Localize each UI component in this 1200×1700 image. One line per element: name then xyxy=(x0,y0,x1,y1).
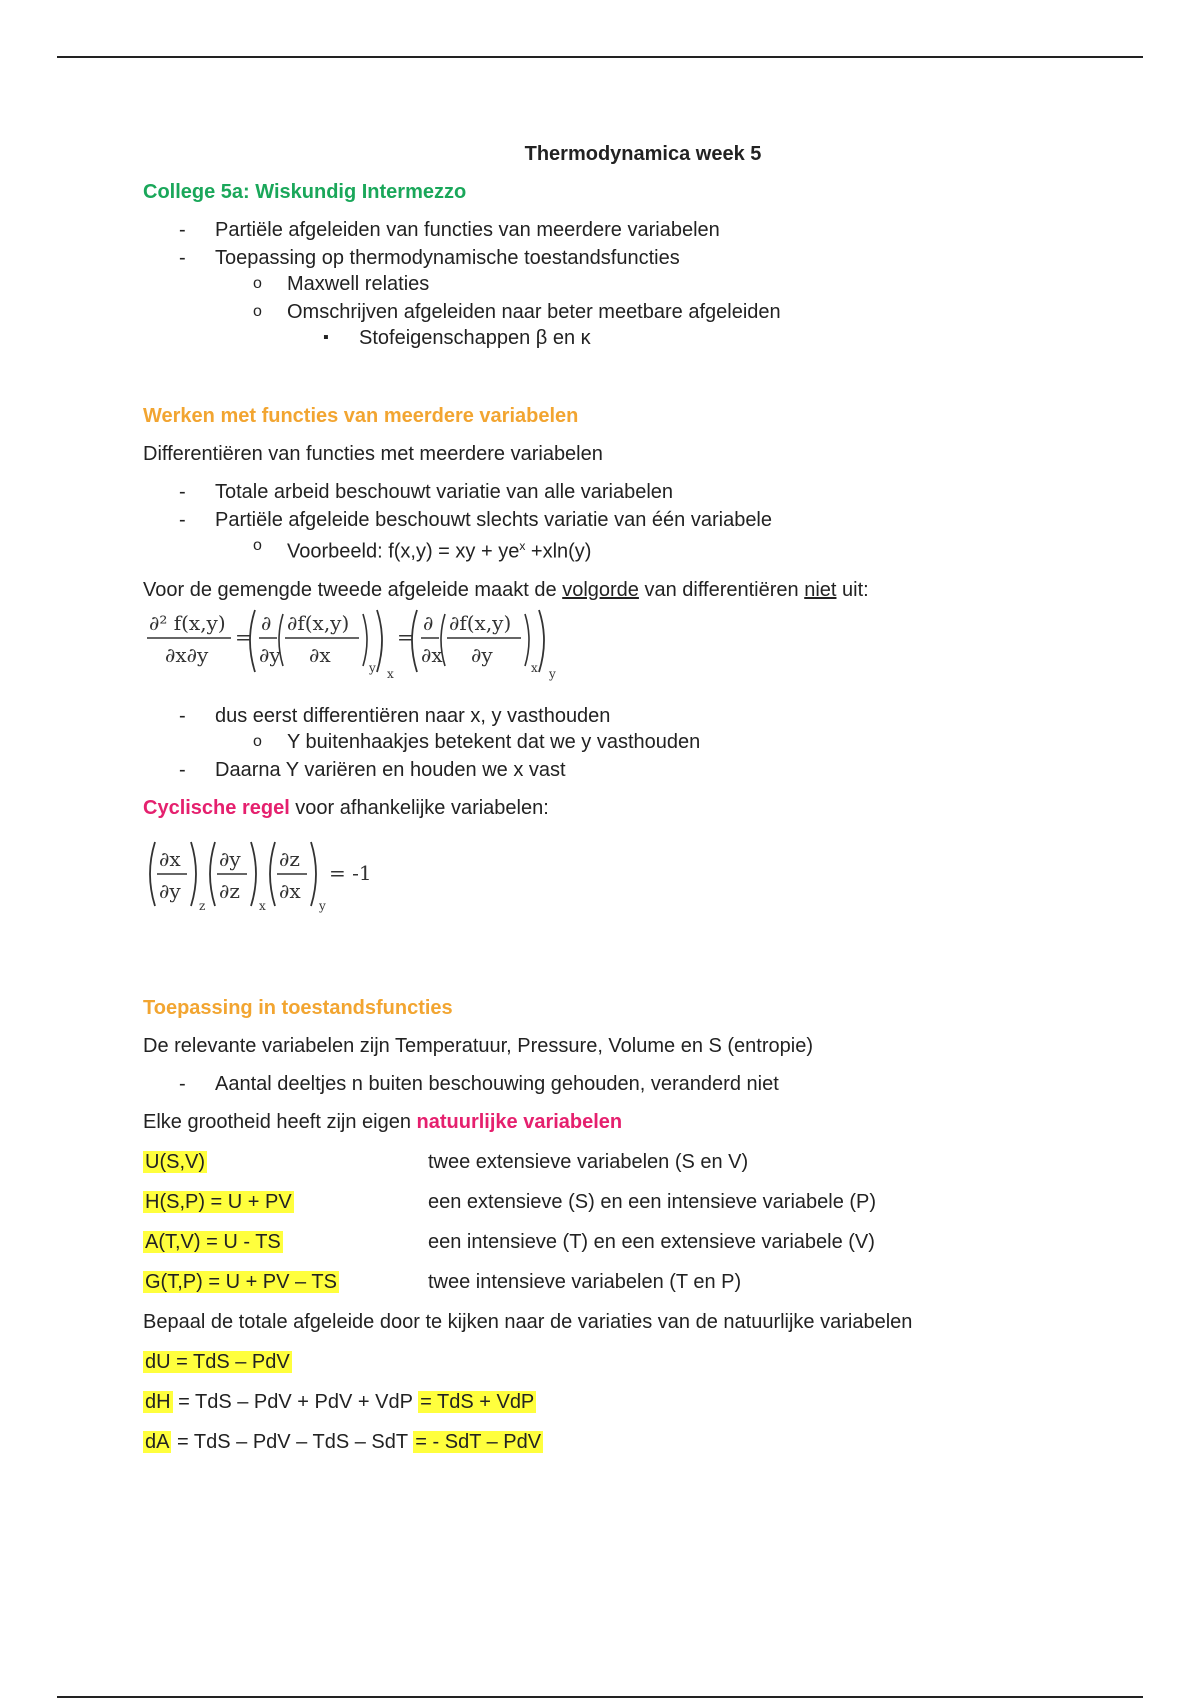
def-rhs-h: een extensieve (S) en een intensieve variabele (P) xyxy=(428,1190,877,1213)
def-row-g xyxy=(143,1270,1143,1294)
formula-d2: ∂ xyxy=(423,610,434,635)
bottom-rule xyxy=(57,1696,1143,1698)
eq-dh-a: dH xyxy=(145,1390,171,1413)
eq-dh-c: = TdS + VdP xyxy=(420,1390,535,1413)
list-item xyxy=(215,246,1143,350)
formula-dy2: ∂y xyxy=(471,642,493,667)
cyc-dy1: ∂y xyxy=(159,878,181,903)
example-item xyxy=(287,534,1143,564)
cyclic-rule-rest: voor afhankelijke variabelen: xyxy=(289,796,549,819)
sublist-item: o Maxwell relaties xyxy=(287,272,1143,296)
list-item: - Partiële afgeleiden van functies van meerdere variabelen xyxy=(215,218,1143,242)
formula-sub-y1: y xyxy=(369,660,376,675)
formula-d1: ∂ xyxy=(261,610,272,635)
formula-sub-x1: x xyxy=(387,666,394,681)
sublist-item: o Y buitenhaakjes betekent dat we y vasthouden xyxy=(287,730,1143,754)
def-rhs-u: twee extensieve variabelen (S en V) xyxy=(428,1150,749,1173)
cyc-dx2: ∂x xyxy=(279,878,301,903)
mixed-mid: van differentiëren xyxy=(638,578,805,601)
eq-du xyxy=(143,1350,1143,1374)
college-list xyxy=(143,218,1143,350)
def-row-a xyxy=(143,1230,1143,1254)
cyc-sub-z: z xyxy=(199,898,206,913)
top-rule xyxy=(57,56,1143,58)
sublist-item-text: Omschrijven afgeleiden naar beter meetbare afgeleiden xyxy=(287,301,781,323)
def-row-u xyxy=(143,1150,1143,1174)
list-item: - Aantal deeltjes n buiten beschouwing gehouden, veranderd niet xyxy=(215,1072,1143,1096)
list-item: - Totale arbeid beschouwt variatie van alle variabelen xyxy=(215,480,1143,504)
cyclic-rule-label: Cyclische regel xyxy=(143,796,290,819)
eq-dh xyxy=(143,1390,1143,1414)
def-lhs-a: A(T,V) = U - TS xyxy=(145,1230,281,1253)
mixed-underline-niet: niet xyxy=(804,578,837,601)
list-item: - Daarna Y variëren en houden we x vast xyxy=(215,758,1143,782)
formula-dx1: ∂x xyxy=(309,642,331,667)
formula-df1: ∂f(x,y) xyxy=(287,610,350,635)
list-item xyxy=(215,704,1143,754)
cyc-dz2: ∂z xyxy=(279,846,300,871)
def-rhs-a: een intensieve (T) en een extensieve variabele (V) xyxy=(428,1230,875,1253)
cyclic-rule-formula xyxy=(143,834,1143,918)
list-item-text: Partiële afgeleide beschouwt slechts variatie van één variabele xyxy=(215,509,773,531)
formula-eq1: = xyxy=(235,624,252,649)
eq-du-hl: dU = TdS – PdV xyxy=(145,1350,290,1373)
list-item xyxy=(215,508,1143,564)
toepassing-heading: Toepassing in toestandsfuncties xyxy=(143,996,453,1019)
def-lhs-g: G(T,P) = U + PV – TS xyxy=(145,1270,337,1293)
example-text: Voorbeeld: f(x,y) = xy + ye xyxy=(287,540,520,563)
spacer xyxy=(143,938,1143,996)
mixed-derivative-text xyxy=(143,578,1143,602)
cyc-dx1: ∂x xyxy=(159,846,181,871)
cyc-sub-y: y xyxy=(319,898,326,913)
example-end: +xln(y) xyxy=(525,540,592,563)
mixed-derivative-formula xyxy=(143,604,1143,684)
example-sup: x xyxy=(519,539,526,553)
eq-dh-b: = TdS – PdV + PdV + VdP xyxy=(172,1390,419,1413)
toepassing-list xyxy=(143,1072,1143,1096)
subsublist-item: ▪ Stofeigenschappen β en κ xyxy=(359,326,1143,350)
formula-sub-x2: x xyxy=(531,660,538,675)
def-rhs-g: twee intensieve variabelen (T en P) xyxy=(428,1270,742,1293)
nat-pre: Elke grootheid heeft zijn eigen xyxy=(143,1110,417,1133)
werken-sublist xyxy=(215,534,1143,564)
cyc-sub-x: x xyxy=(259,898,266,913)
def-row-h xyxy=(143,1190,1143,1214)
spacer xyxy=(143,364,1143,404)
nat-label: natuurlijke variabelen xyxy=(416,1110,623,1133)
formula-dx2: ∂x xyxy=(421,642,443,667)
order-list xyxy=(143,704,1143,782)
formula-df2: ∂f(x,y) xyxy=(449,610,512,635)
sublist-item xyxy=(287,300,1143,350)
college-heading: College 5a: Wiskundig Intermezzo xyxy=(143,181,467,203)
natural-variables-text xyxy=(143,1110,1143,1134)
cyc-rhs: = -1 xyxy=(329,860,372,885)
list-item-text: dus eerst differentiëren naar x, y vasthouden xyxy=(215,704,611,727)
formula-sub-y2: y xyxy=(549,666,556,681)
eq-da xyxy=(143,1430,1143,1454)
werken-intro: Differentiëren van functies met meerdere variabelen xyxy=(143,443,603,465)
college-sublist xyxy=(215,272,1143,350)
eq-da-a: dA xyxy=(145,1430,170,1453)
formula-d2f: ∂² f(x,y) xyxy=(149,610,226,635)
cyc-dy2: ∂y xyxy=(219,846,241,871)
formula-dxdy: ∂x∂y xyxy=(165,642,209,667)
eq-da-b: = TdS – PdV – TdS – SdT xyxy=(171,1430,414,1453)
college-subsublist xyxy=(287,326,1143,350)
mixed-end: uit: xyxy=(836,578,869,601)
cyclic-rule-text xyxy=(143,796,1143,820)
def-lhs-u: U(S,V) xyxy=(145,1150,205,1173)
document-page xyxy=(143,142,1143,1470)
list-item-text: Toepassing op thermodynamische toestandsfuncties xyxy=(215,247,680,269)
mixed-pre: Voor de gemengde tweede afgeleide maakt de xyxy=(143,578,563,601)
order-sublist xyxy=(215,730,1143,754)
cyc-dz1: ∂z xyxy=(219,878,240,903)
document-title: Thermodynamica week 5 xyxy=(524,143,762,165)
werken-list xyxy=(143,480,1143,564)
toepassing-intro: De relevante variabelen zijn Temperatuur, Pressure, Volume en S (entropie) xyxy=(143,1034,813,1057)
formula-dy1: ∂y xyxy=(259,642,281,667)
werken-heading: Werken met functies van meerdere variabelen xyxy=(143,405,579,427)
total-derivative-text: Bepaal de totale afgeleide door te kijken naar de variaties van de natuurlijke variabelen xyxy=(143,1310,913,1333)
mixed-underline-volgorde: volgorde xyxy=(562,578,639,601)
eq-da-c: = - SdT – PdV xyxy=(415,1430,542,1453)
def-lhs-h: H(S,P) = U + PV xyxy=(145,1190,292,1213)
formula-eq2: = xyxy=(397,624,414,649)
